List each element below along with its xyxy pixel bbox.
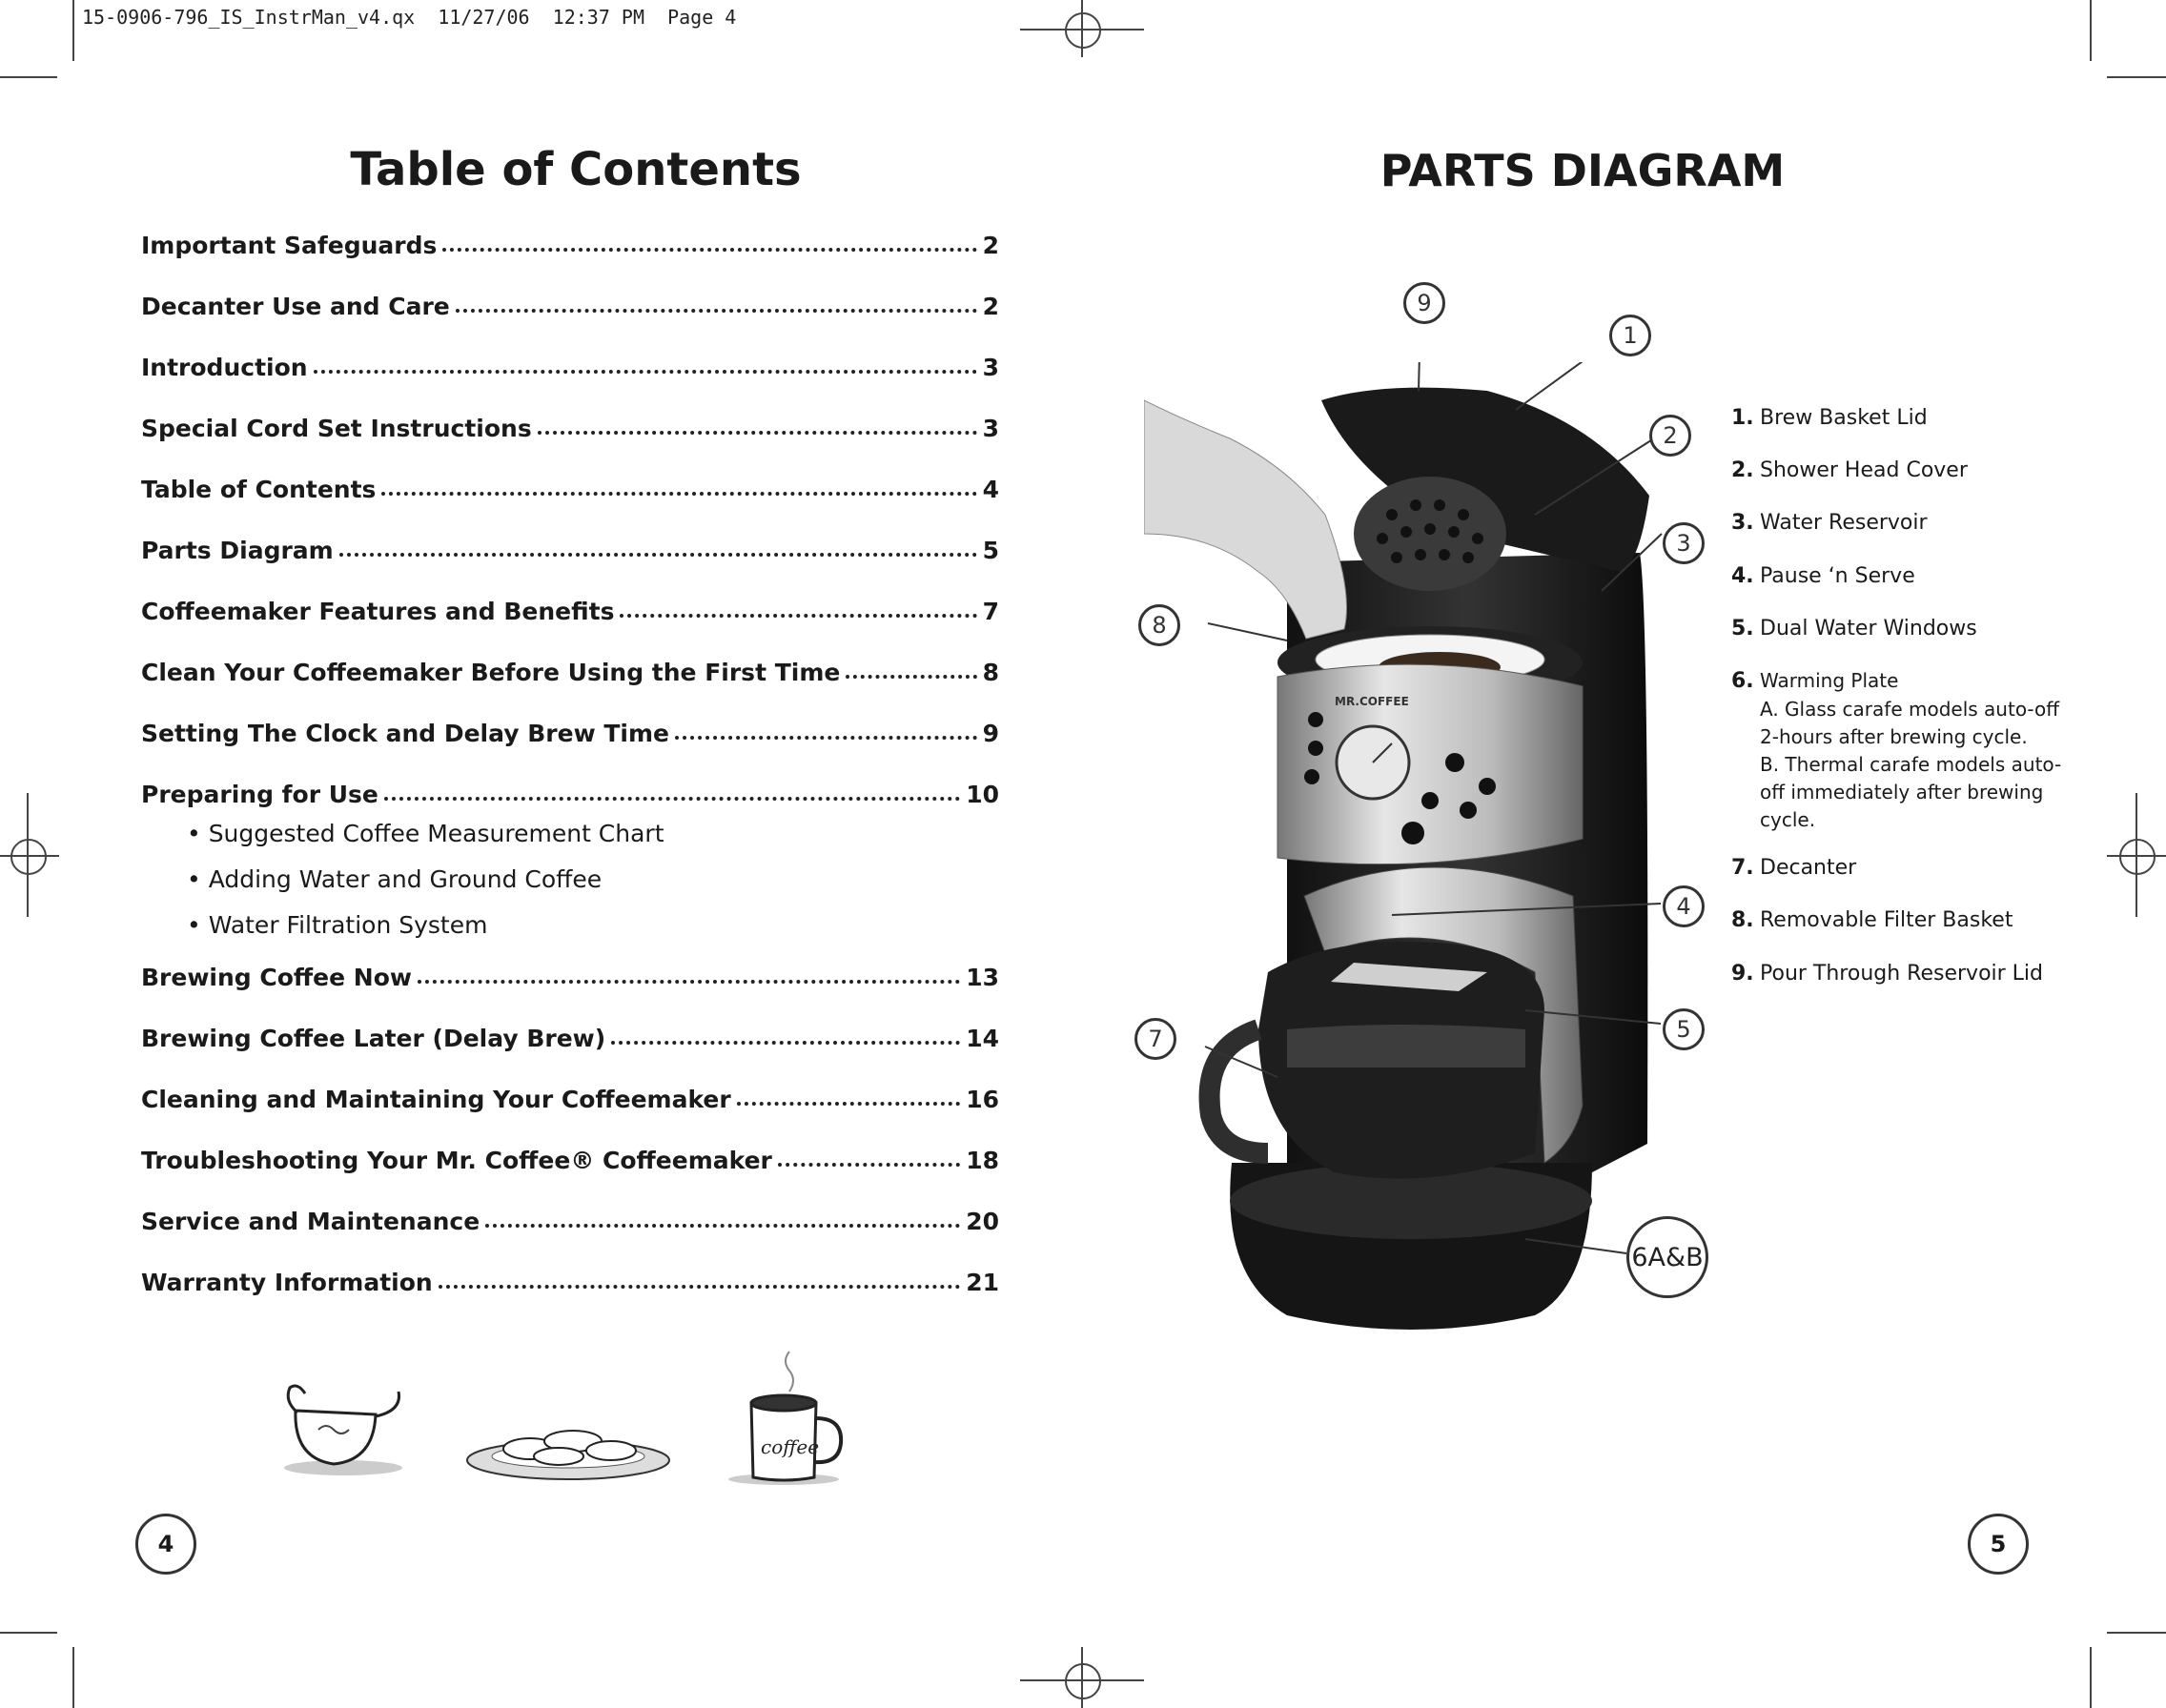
part-name: Warming Plate (1760, 669, 1899, 692)
callout-2: 2 (1649, 415, 1691, 457)
toc-subitem: • Adding Water and Ground Coffee (187, 865, 603, 893)
dot-leader (456, 309, 977, 313)
toc-entry-label: Table of Contents (141, 476, 377, 503)
toc-entry-label: Troubleshooting Your Mr. Coffee® Coffeemaker (141, 1147, 772, 1174)
toc-entry-label: Decanter Use and Care (141, 293, 450, 320)
part-item (1731, 617, 2074, 640)
part-item (1731, 856, 2074, 880)
warming-plate-note: A. Glass carafe models auto-off (1760, 698, 2060, 721)
part-number: 8. (1731, 908, 1754, 932)
dot-leader (778, 1163, 960, 1167)
toc-entry-page: 8 (982, 659, 999, 686)
part-name: Decanter (1760, 856, 1857, 880)
toc-entry-page: 3 (982, 354, 999, 381)
toc-entry-label: Introduction (141, 354, 308, 381)
toc-entry-page: 13 (966, 964, 999, 991)
toc-entry-label: Coffeemaker Features and Benefits (141, 598, 615, 625)
page-number-left: 4 (135, 1514, 196, 1575)
toc-entry-label: Brewing Coffee Now (141, 964, 412, 991)
toc-entry[interactable] (141, 1258, 999, 1296)
part-name: Pour Through Reservoir Lid (1760, 962, 2044, 986)
part-name: Water Reservoir (1760, 511, 1928, 535)
part-number: 3. (1731, 511, 1754, 535)
toc-entry[interactable] (141, 282, 999, 320)
toc-title: Table of Contents (350, 143, 802, 196)
cookie-plate-illustration (463, 1401, 673, 1487)
part-name: Pause ‘n Serve (1760, 564, 1915, 588)
dot-leader (384, 797, 960, 801)
toc-entry-page: 21 (966, 1269, 999, 1296)
mug-icon (725, 1344, 858, 1487)
part-item (1731, 458, 2074, 482)
print-slug: 15-0906-796_IS_InstrMan_v4.qx 11/27/06 12:37 PM Page 4 (82, 6, 737, 29)
part-item (1731, 511, 2074, 535)
dot-leader (381, 492, 976, 496)
dot-leader (846, 675, 976, 679)
part-item (1731, 908, 2074, 932)
warming-plate-note: off immediately after brewing (1760, 781, 2044, 803)
toc-entry-page: 16 (966, 1086, 999, 1113)
toc-entry-page: 2 (982, 232, 999, 259)
part-name: Dual Water Windows (1760, 617, 1977, 640)
toc-entry[interactable] (141, 404, 999, 442)
dot-leader (737, 1102, 961, 1106)
callout-8: 8 (1138, 604, 1180, 646)
dot-leader (538, 431, 977, 435)
coffeemaker-illustration (1144, 362, 1678, 1353)
toc-subitem: • Water Filtration System (187, 911, 488, 939)
dot-leader (439, 1285, 960, 1289)
toc-entry-label: Important Safeguards (141, 232, 438, 259)
toc-entry-page: 9 (982, 720, 999, 747)
toc-entry-label: Preparing for Use (141, 781, 378, 808)
toc-entry[interactable] (141, 465, 999, 503)
toc-entry-page: 4 (982, 476, 999, 503)
part-item (1731, 962, 2074, 986)
toc-entry[interactable] (141, 709, 999, 747)
part-item (1731, 669, 2074, 693)
part-number: 5. (1731, 617, 1754, 640)
toc-entry-label: Warranty Information (141, 1269, 433, 1296)
dot-leader (620, 614, 976, 618)
toc-entry-label: Parts Diagram (141, 537, 334, 564)
dot-leader (418, 980, 960, 984)
toc-entry[interactable] (141, 526, 999, 564)
toc-entry-label: Service and Maintenance (141, 1208, 480, 1235)
dot-leader (611, 1041, 960, 1045)
dot-leader (339, 553, 977, 557)
mug-label: coffee (761, 1435, 820, 1458)
toc-entry[interactable] (141, 1014, 999, 1052)
part-item (1731, 406, 2074, 430)
callout-5: 5 (1663, 1008, 1705, 1050)
callout-7: 7 (1134, 1018, 1176, 1060)
toc-entry-page: 5 (982, 537, 999, 564)
part-item (1731, 564, 2074, 588)
dot-leader (675, 736, 977, 740)
toc-entry-label: Special Cord Set Instructions (141, 415, 532, 442)
toc-entry[interactable] (141, 343, 999, 381)
callout-9: 9 (1403, 282, 1445, 324)
part-name: Shower Head Cover (1760, 458, 1968, 482)
part-number: 2. (1731, 458, 1754, 482)
page-number-right: 5 (1968, 1514, 2029, 1575)
toc-entry-page: 10 (966, 781, 999, 808)
warming-plate-note: B. Thermal carafe models auto- (1760, 753, 2062, 776)
part-number: 4. (1731, 564, 1754, 588)
toc-entry[interactable] (141, 770, 999, 808)
coffee-mug-illustration (725, 1344, 858, 1487)
dot-leader (442, 248, 976, 252)
creamer-illustration (276, 1372, 410, 1477)
toc-entry-label: Brewing Coffee Later (Delay Brew) (141, 1025, 606, 1052)
toc-entry[interactable] (141, 221, 999, 259)
callout-3: 3 (1663, 522, 1705, 564)
part-name: Removable Filter Basket (1760, 908, 2013, 932)
toc-entry-page: 14 (966, 1025, 999, 1052)
toc-subitem: • Suggested Coffee Measurement Chart (187, 820, 664, 847)
parts-diagram-title: PARTS DIAGRAM (1379, 145, 1786, 196)
toc-entry-label: Setting The Clock and Delay Brew Time (141, 720, 669, 747)
toc-entry[interactable] (141, 587, 999, 625)
toc-entry-page: 3 (982, 415, 999, 442)
toc-entry-label: Clean Your Coffeemaker Before Using the First Time (141, 659, 841, 686)
part-number: 1. (1731, 406, 1754, 430)
callout-6ab: 6A&B (1626, 1216, 1708, 1298)
brand-text: MR.COFFEE (1335, 695, 1409, 708)
toc-entry[interactable] (141, 648, 999, 686)
dot-leader (485, 1224, 960, 1228)
callout-4: 4 (1663, 885, 1705, 927)
part-number: 7. (1731, 856, 1754, 880)
toc-entry-page: 20 (966, 1208, 999, 1235)
callout-1: 1 (1609, 315, 1651, 356)
part-name: Brew Basket Lid (1760, 406, 1928, 430)
toc-entry[interactable] (141, 1075, 999, 1113)
toc-entry-page: 18 (966, 1147, 999, 1174)
warming-plate-note: cycle. (1760, 808, 1816, 831)
toc-entry[interactable] (141, 1197, 999, 1235)
toc-entry-label: Cleaning and Maintaining Your Coffeemaker (141, 1086, 731, 1113)
toc-entry[interactable] (141, 1136, 999, 1174)
part-number: 6. (1731, 669, 1754, 693)
warming-plate-note: 2-hours after brewing cycle. (1760, 725, 2028, 748)
toc-entry-page: 7 (982, 598, 999, 625)
toc-entry[interactable] (141, 953, 999, 991)
toc-entry-page: 2 (982, 293, 999, 320)
dot-leader (314, 370, 977, 374)
part-number: 9. (1731, 962, 1754, 986)
